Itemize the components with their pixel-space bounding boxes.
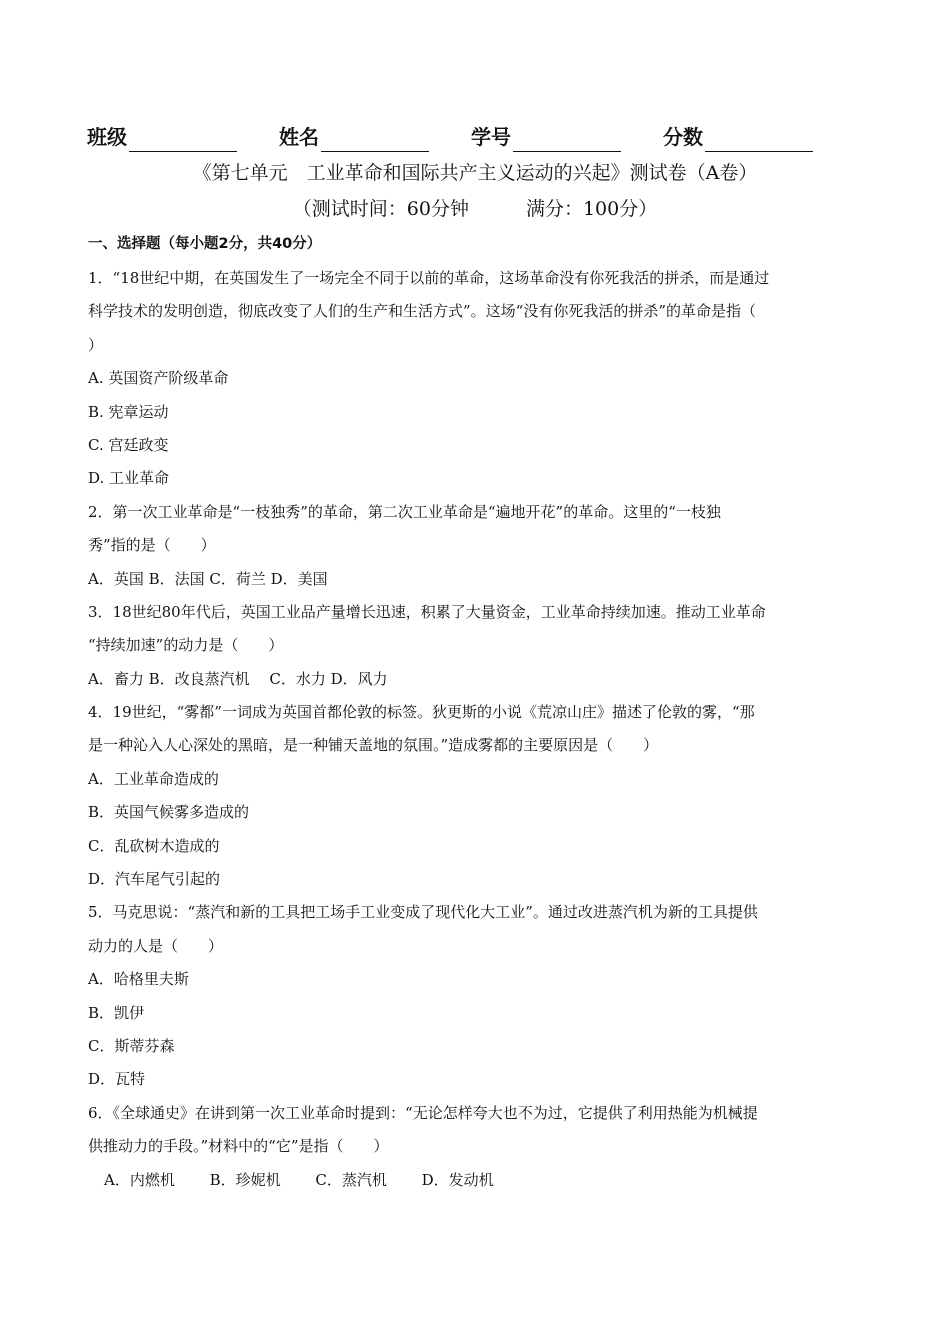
score-field[interactable] [663,122,813,152]
class-label: 班级 [87,125,127,149]
question-line: 1．“18世纪中期，在英国发生了一场完全不同于以前的革命，这场革命没有你死我活的拼杀，而是通过 [88,269,770,287]
student-id-label: 学号 [471,125,511,149]
option-line: C．乱砍树木造成的 [88,836,220,855]
option-line: A．工业革命造成的 [88,769,219,788]
option-line: A. 英国资产阶级革命 [88,369,229,388]
question-line: ） [88,335,104,354]
question-line: 3．18世纪80年代后，英国工业品产量增长迅速，积累了大量资金，工业革命持续加速。推动工业革命 [88,602,766,621]
option-line: D. 工业革命 [88,469,170,488]
question-list [88,262,860,1197]
question-line: 6．《全球通史》在讲到第一次工业革命时提到：“无论怎样夸大也不为过，它提供了利用热能为机械提 [88,1103,758,1122]
question-line: “持续加速”的动力是（ ） [88,636,284,655]
question-line: 科学技术的发明创造，彻底改变了人们的生产和生活方式”。这场“没有你死我活的拼杀”的革命是指（ [88,302,757,321]
student-id-field[interactable] [471,122,621,152]
exam-subtitle: （测试时间：60分钟 满分：100分） [292,198,658,220]
question-line: 供推动力的手段。”材料中的“它”是指（ ） [88,1137,389,1156]
class-field[interactable] [87,122,237,152]
exam-title: 《第七单元 工业革命和国际共产主义运动的兴起》测试卷（A卷） [192,162,758,184]
option-line: A．内燃机 B．珍妮机 C．蒸汽机 D．发动机 [104,1170,494,1189]
option-line: C. 宫廷政变 [88,435,169,454]
name-field[interactable] [279,122,429,152]
question-line: 2．第一次工业革命是“一枝独秀”的革命，第二次工业革命是“遍地开花”的革命。这里的“一枝独 [88,502,721,521]
option-line: A．英国 B．法国 C．荷兰 D．美国 [88,569,328,588]
option-line: C．斯蒂芬森 [88,1036,175,1055]
score-label: 分数 [663,125,703,149]
question-line: 4．19世纪，“雾都”一词成为英国首都伦敦的标签。狄更斯的小说《荒凉山庄》描述了伦敦的雾，“那 [88,703,755,722]
question-line: 秀”指的是（ ） [88,536,216,555]
section-heading: 一、选择题（每小题2分，共40分） [88,236,322,252]
option-line: A．畜力 B．改良蒸汽机 C．水力 D．风力 [88,669,388,688]
student-id-blank[interactable] [513,129,621,152]
option-line: D．瓦特 [88,1070,146,1089]
class-blank[interactable] [129,129,237,152]
score-blank[interactable] [705,129,813,152]
option-line: B. 宪章运动 [88,402,169,421]
question-line: 是一种沁入人心深处的黑暗，是一种铺天盖地的氛围。”造成雾都的主要原因是（ ） [88,736,659,755]
option-line: A．哈格里夫斯 [88,970,189,989]
question-line: 5．马克思说：“蒸汽和新的工具把工场手工业变成了现代化大工业”。通过改进蒸汽机为新的工具提供 [88,903,758,922]
question-line: 动力的人是（ ） [88,936,224,955]
name-label: 姓名 [279,125,319,149]
option-line: D．汽车尾气引起的 [88,870,221,889]
student-info-row [87,122,867,152]
option-line: B．英国气候雾多造成的 [88,803,250,822]
name-blank[interactable] [321,129,429,152]
option-line: B．凯伊 [88,1003,145,1022]
